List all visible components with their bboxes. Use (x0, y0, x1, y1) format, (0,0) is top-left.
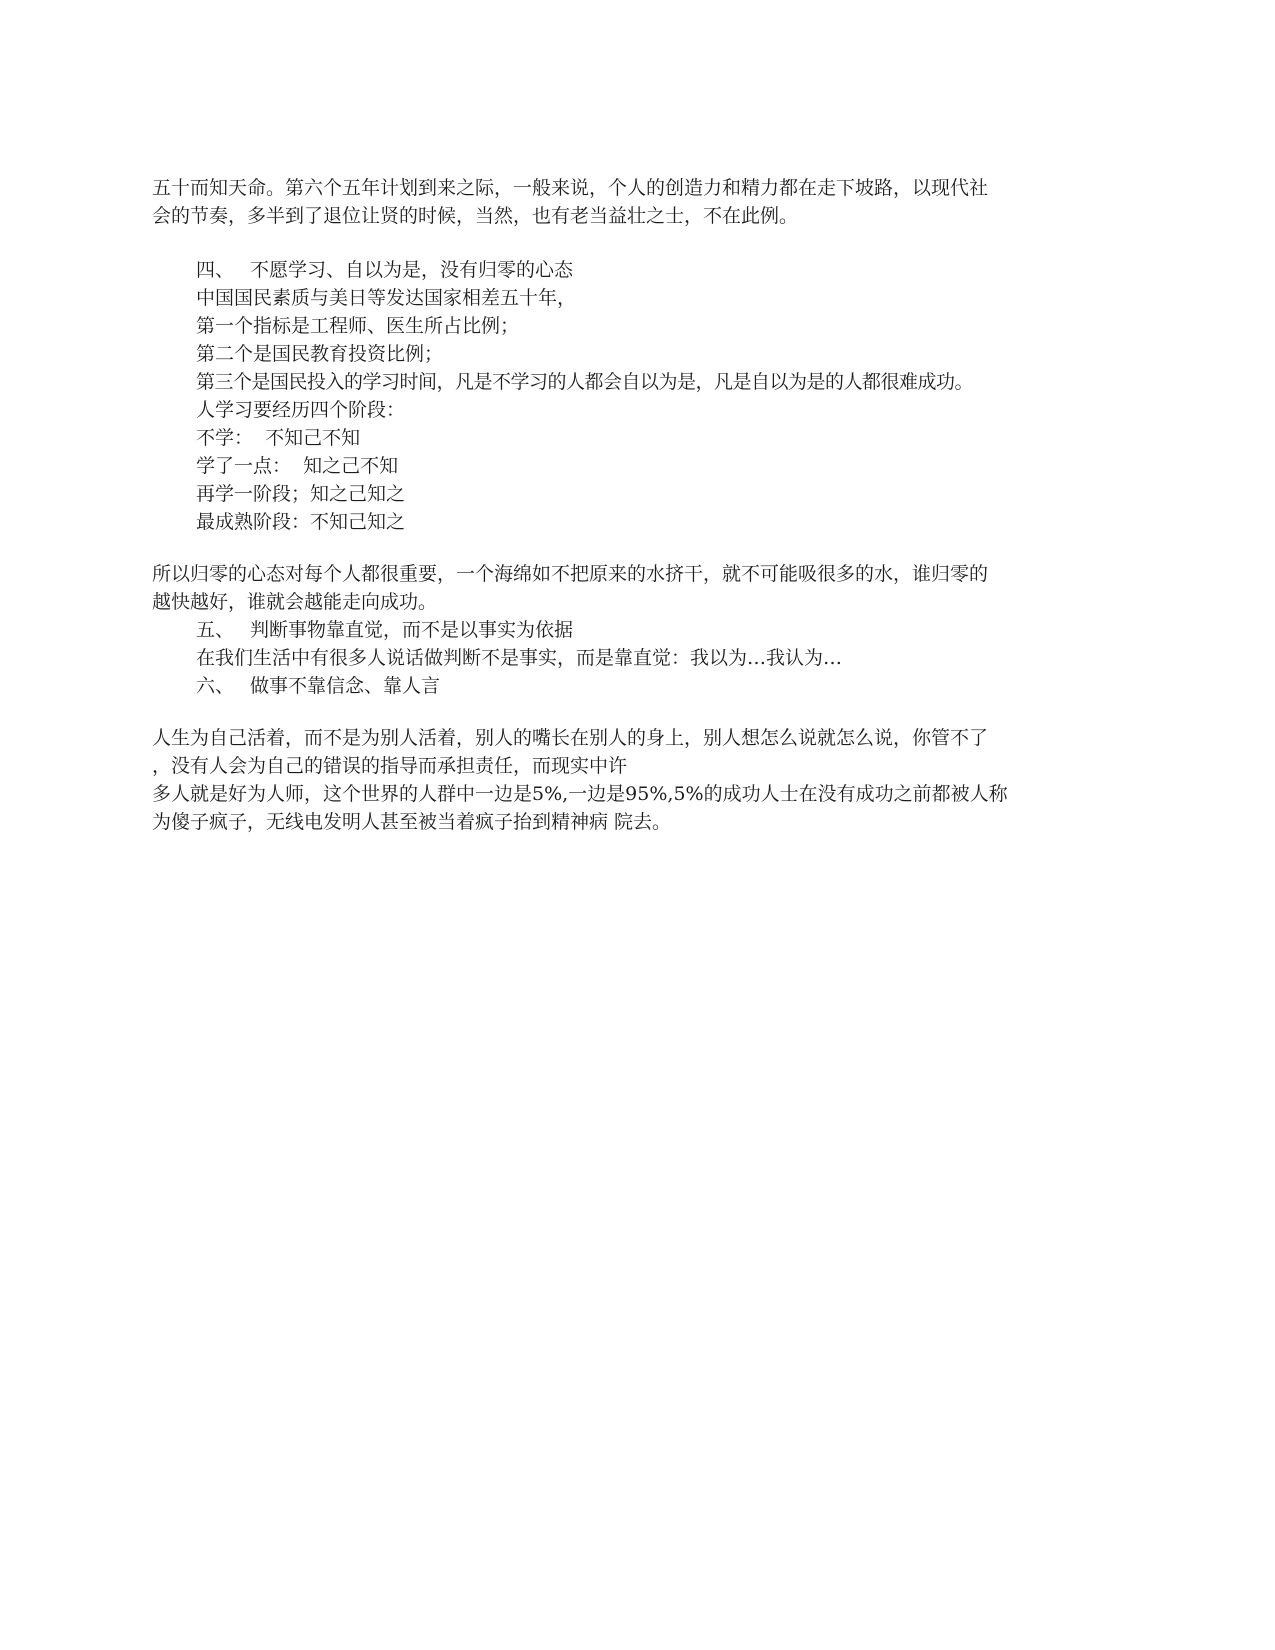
text-line: 第二个是国民教育投资比例； (196, 343, 444, 365)
heading-number: 五、 (196, 619, 235, 641)
heading-text: 判断事物靠直觉，而不是以事实为依据 (250, 619, 574, 641)
text-line: 不学： 不知己不知 (196, 427, 361, 449)
text-line: 第一个指标是工程师、医生所占比例； (196, 315, 520, 337)
heading-text: 做事不靠信念、靠人言 (250, 675, 441, 697)
text-line: 五十而知天命。第六个五年计划到来之际，一般来说，个人的创造力和精力都在走下坡路，以现代社 (152, 177, 989, 199)
text-line: 会的节奏，多半到了退位让贤的时候，当然，也有老当益壮之士，不在此例。 (152, 205, 799, 227)
text-line: 学了一点： 知之己不知 (196, 455, 399, 477)
section-6 (196, 672, 1142, 700)
section-4 (196, 256, 1142, 536)
text-line: 第三个是国民投入的学习时间，凡是不学习的人都会自以为是，凡是自以为是的人都很难成功。 (196, 371, 974, 393)
text-line: 越快越好，谁就会越能走向成功。 (152, 591, 438, 613)
text-line: 人生为自己活着，而不是为别人活着，别人的嘴长在别人的身上，别人想怎么说就怎么说，你管不了 (152, 727, 989, 749)
text-line: 最成熟阶段：不知己知之 (196, 511, 406, 533)
heading-number: 四、 (196, 259, 235, 281)
section-heading (196, 616, 1142, 644)
text-line: 所以归零的心态对每个人都很重要，一个海绵如不把原来的水挤干，就不可能吸很多的水，谁归零的 (152, 563, 989, 585)
document-page (152, 174, 1142, 836)
paragraph-intro (152, 174, 1142, 230)
text-line: 再学一阶段；知之己知之 (196, 483, 406, 505)
section-heading (196, 256, 1142, 284)
section-heading (196, 672, 1142, 700)
text-line: 多人就是好为人师，这个世界的人群中一边是5%,一边是95%,5%的成功人士在没有成功之前都被人称 (152, 783, 1008, 805)
text-line: ，没有人会为自己的错误的指导而承担责任，而现实中许 (152, 755, 628, 777)
heading-number: 六、 (196, 675, 235, 697)
paragraph-zero-mindset (152, 560, 1142, 616)
paragraph-life (152, 724, 1142, 836)
text-line: 中国国民素质与美日等发达国家相差五十年， (196, 287, 577, 309)
section-5 (196, 616, 1142, 672)
text-line: 在我们生活中有很多人说话做判断不是事实，而是靠直觉：我以为…我认为… (196, 647, 843, 669)
heading-text: 不愿学习、自以为是，没有归零的心态 (250, 259, 574, 281)
text-line: 为傻子疯子，无线电发明人甚至被当着疯子抬到精神病 院去。 (152, 811, 672, 833)
text-line: 人学习要经历四个阶段： (196, 399, 406, 421)
